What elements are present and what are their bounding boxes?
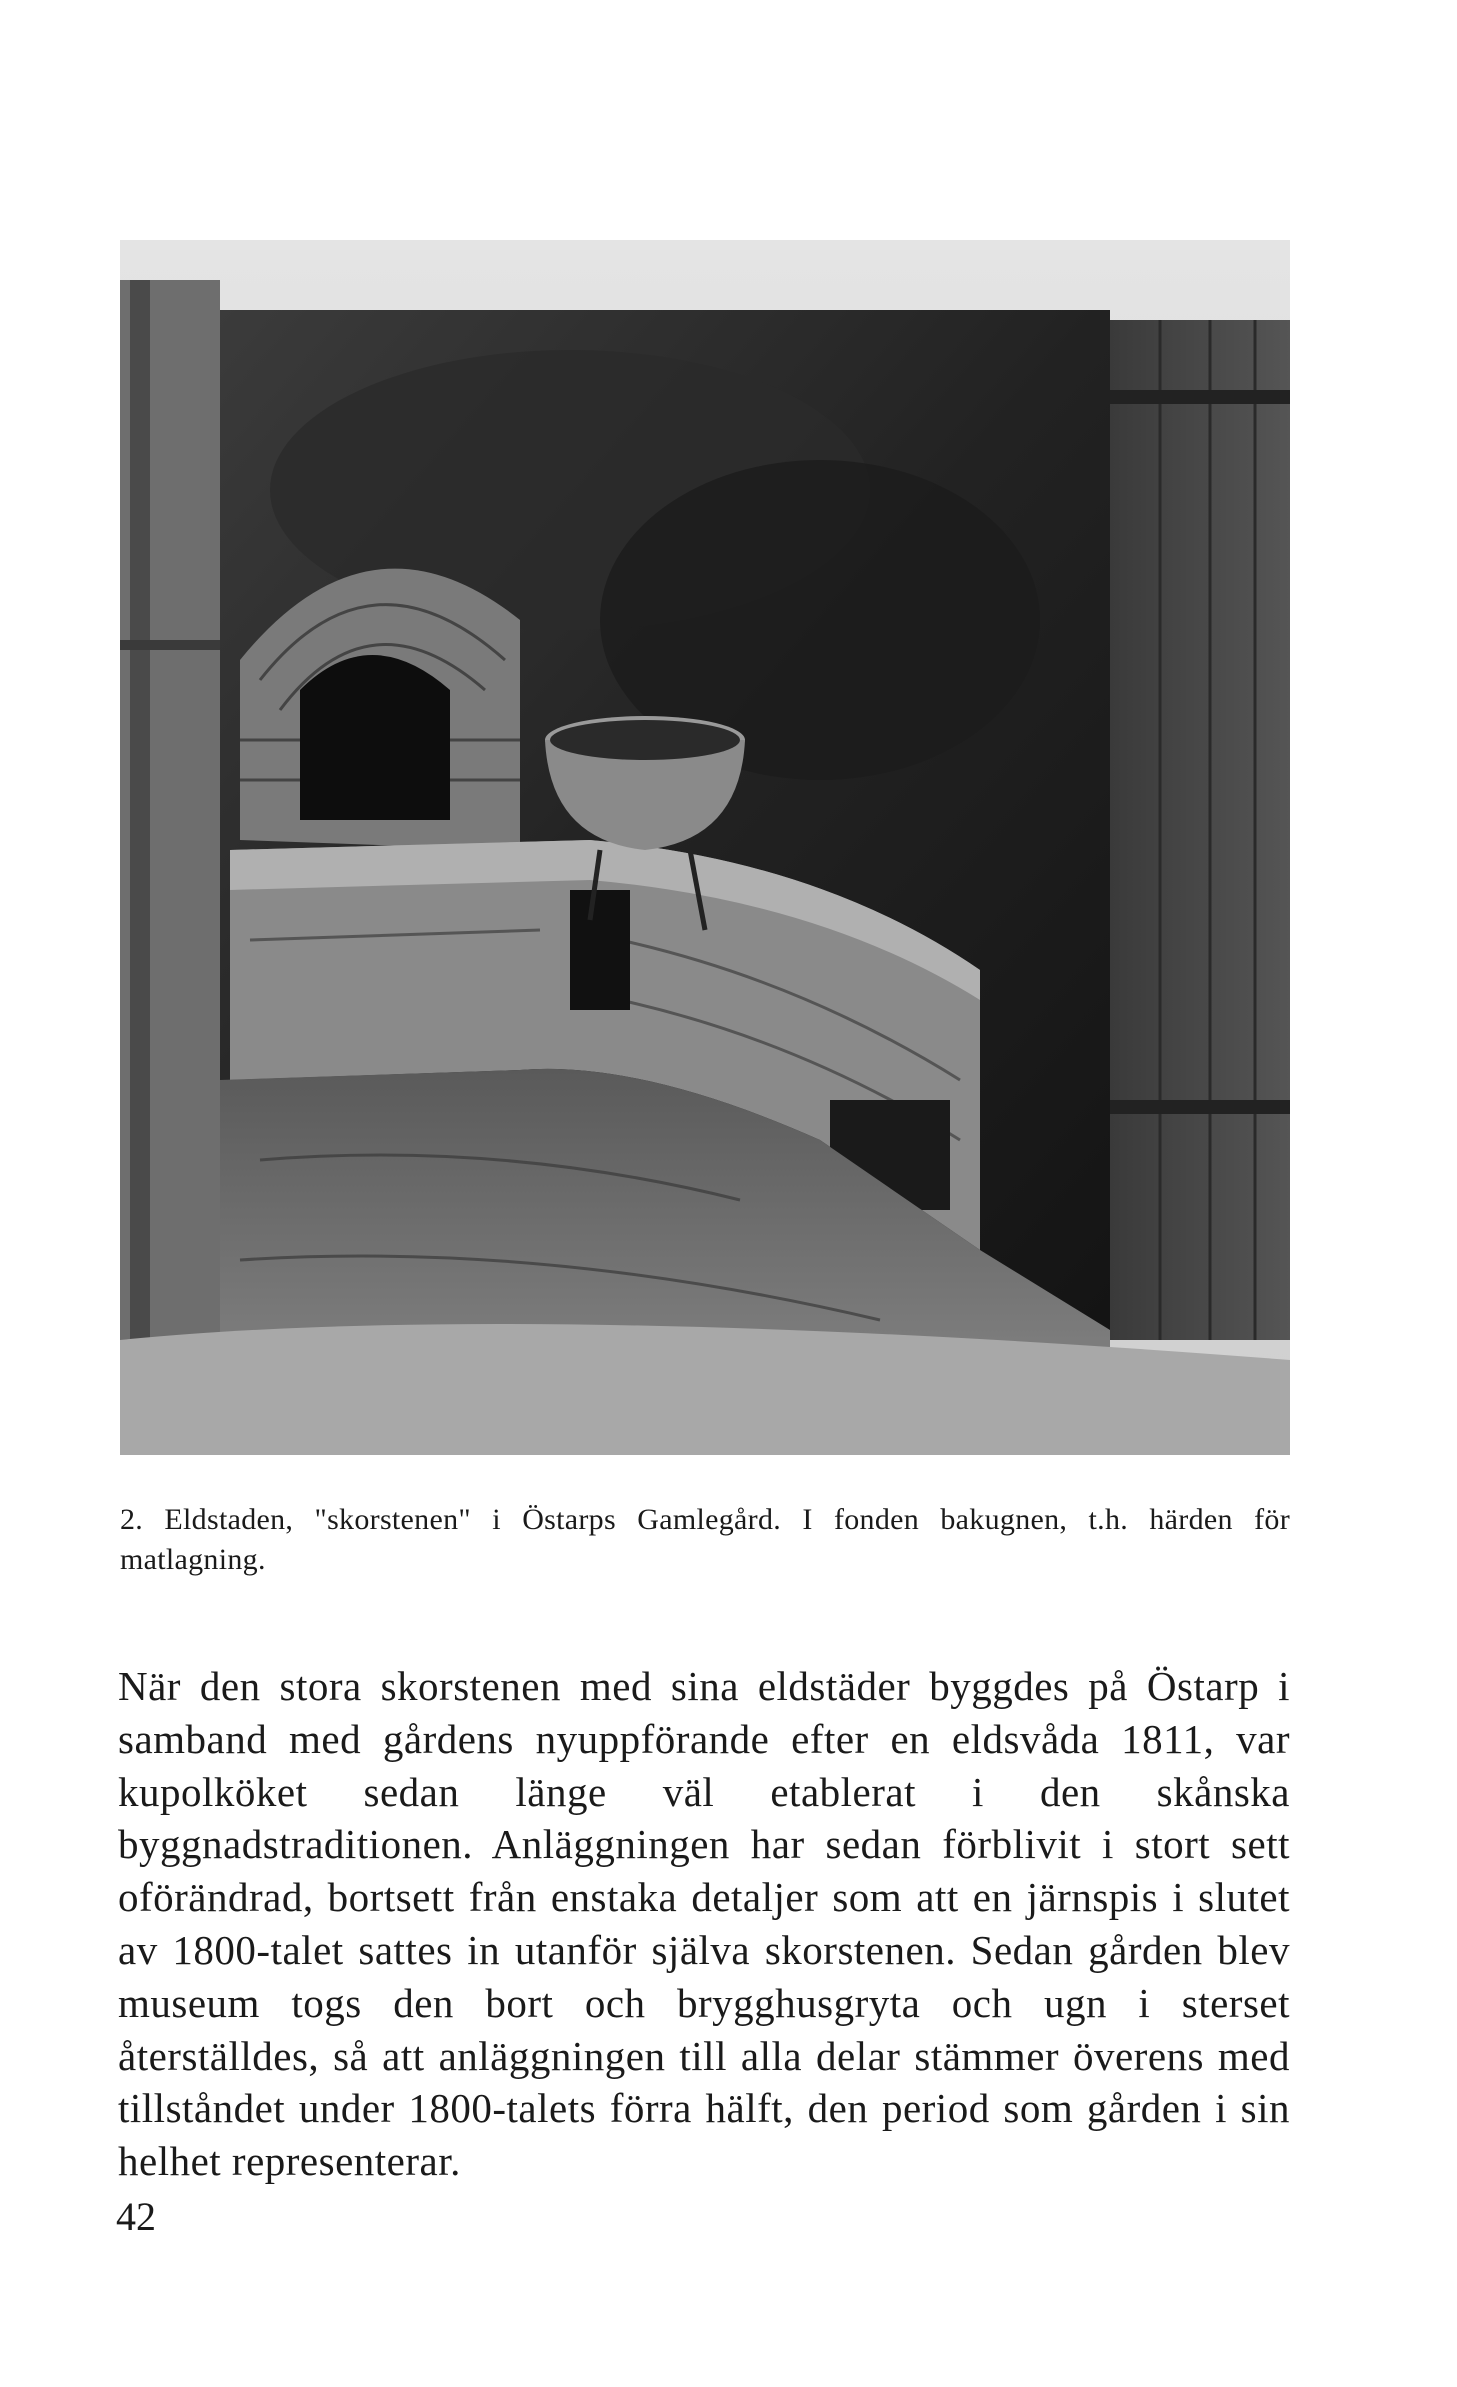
fireplace-photo [120,240,1290,1455]
body-paragraph: När den stora skorstenen med sina eldstäder byggdes på Östarp i samband med gårdens nyuppförande efter en eldsvåda 1811, var kupolköket sedan länge väl etablerat i den skånska byggnadstraditionen. Anläggningen har sedan förblivit i stort sett oförändrad, bortsett från enstaka detaljer som att en järnspis i slutet av 1800-talet sattes in utanför själva skorstenen. Sedan gården blev museum togs den bort och brygghusgryta och ugn i sterset återställdes, så att anläggningen till alla delar stämmer överens med tillståndet under 1800-talets förra hälft, den period som gården i sin helhet representerar. [118,1663,1290,2185]
page-number: 42 [116,2194,156,2239]
fireplace-photo-drawing [120,240,1290,1455]
figure-caption: 2. Eldstaden, "skorstenen" i Östarps Gamlegård. I fonden bakugnen, t.h. härden för matlagning. [120,1503,1290,1576]
